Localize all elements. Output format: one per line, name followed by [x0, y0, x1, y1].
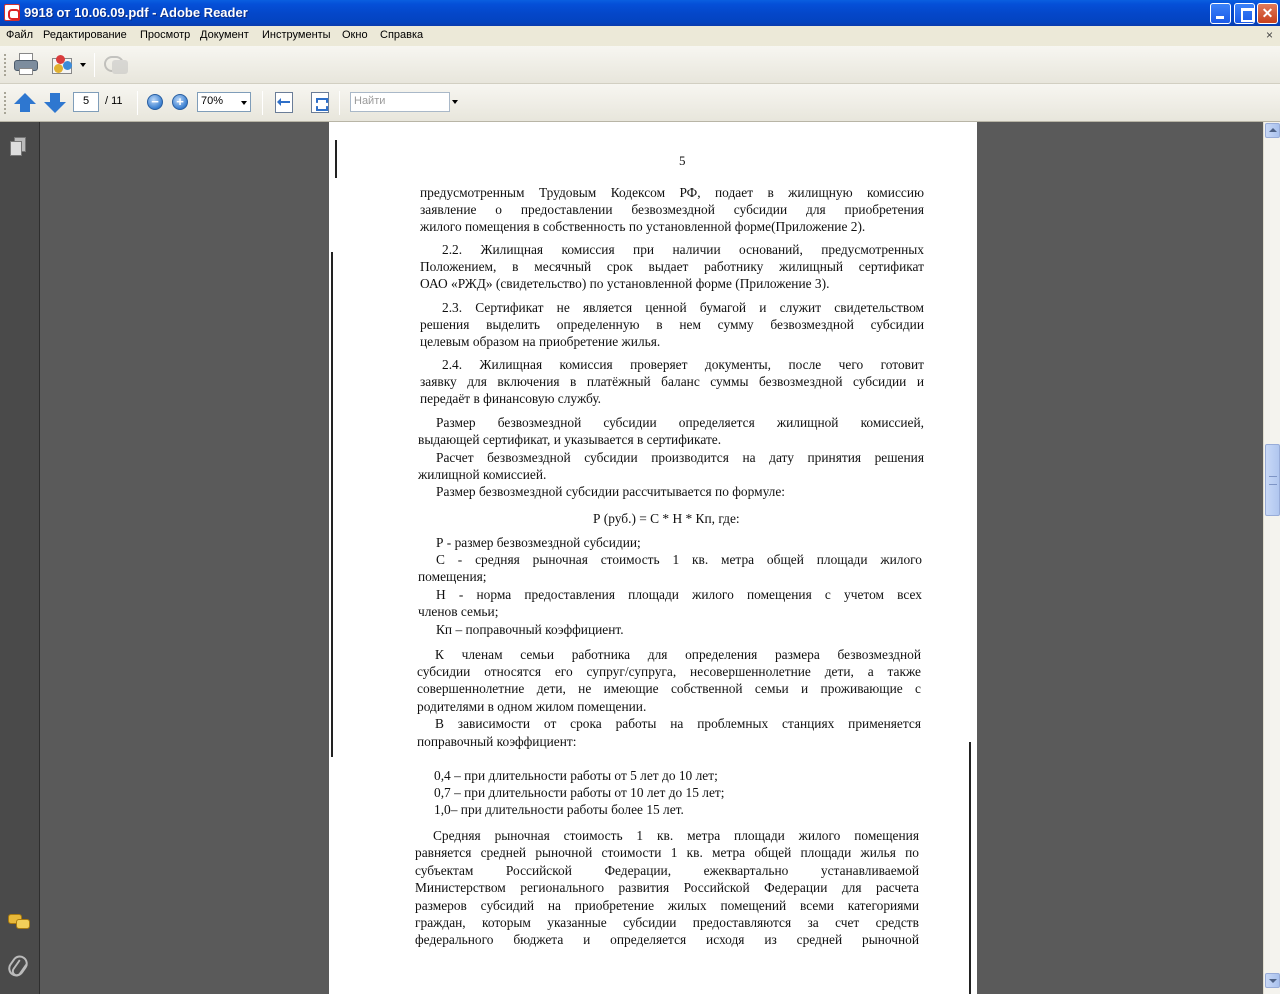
menu-file[interactable]: Файл: [6, 29, 34, 41]
definition-line: Кп – поправочный коэффициент.: [436, 622, 624, 637]
zoom-value: 70%: [201, 95, 224, 107]
toolbar-separator: [137, 91, 138, 115]
scan-border-line: [335, 140, 337, 178]
zoom-out-icon[interactable]: −: [147, 94, 163, 110]
pages-icon[interactable]: [10, 137, 28, 157]
menu-document[interactable]: Документ: [200, 29, 249, 41]
coefficient-line: 0,4 – при длительности работы от 5 лет до 10 лет;: [434, 768, 718, 783]
print-button[interactable]: [14, 52, 40, 76]
scroll-up-icon[interactable]: [1265, 123, 1280, 138]
file-toolbar: [0, 46, 1280, 84]
scroll-thumb[interactable]: [1265, 444, 1280, 516]
text-line: родителями в одном жилом помещении.: [417, 699, 647, 714]
text-line: 2.3. Сертификат не является ценной бумагой и служит свидетельством: [442, 300, 924, 315]
close-button[interactable]: ✕: [1257, 3, 1278, 24]
text-line: равняется средней рыночной стоимости 1 кв. метра общей площади жилья по: [415, 845, 919, 860]
next-page-icon[interactable]: [44, 93, 66, 113]
email-button[interactable]: [104, 52, 130, 76]
navigation-panel: [0, 122, 40, 994]
scan-border-line: [969, 742, 971, 994]
scan-border-line: [331, 252, 333, 757]
text-line: заявку для включения в платёжный баланс суммы безвозмездной субсидии и: [420, 374, 924, 389]
document-area[interactable]: [41, 122, 1263, 994]
text-line: Министерством регионального развития Российской Федерации для расчета: [415, 880, 919, 895]
menu-help[interactable]: Справка: [380, 29, 424, 41]
text-line: передаёт в финансовую службу.: [420, 391, 602, 406]
text-line: 2.4. Жилищная комиссия проверяет документы, после чего готовит: [442, 357, 924, 372]
menu-edit[interactable]: Редактирование: [43, 29, 127, 41]
text-line: совершеннолетние дети, не имеющие собственной семьи и проживающие с: [417, 681, 921, 696]
coefficient-line: 1,0– при длительности работы более 15 лет.: [434, 802, 684, 817]
menu-bar: [0, 26, 1280, 46]
toolbar-separator: [339, 91, 340, 115]
title-bar: [0, 0, 1280, 26]
definition-line: помещения;: [418, 569, 487, 584]
definition-line: Р - размер безвозмездной субсидии;: [436, 535, 641, 550]
formula: Р (руб.) = С * Н * Кп, где:: [593, 511, 740, 526]
window-title: 9918 от 10.06.09.pdf - Adobe Reader: [24, 5, 248, 20]
text-line: В зависимости от срока работы на проблемных станциях применяется: [435, 716, 921, 731]
scroll-down-icon[interactable]: [1265, 973, 1280, 988]
text-line: решения выделить определенную в нем сумму безвозмездной субсидии: [420, 317, 924, 332]
find-input[interactable]: Найти: [350, 92, 450, 112]
vertical-scrollbar[interactable]: [1263, 122, 1280, 994]
text-line: субсидии относятся его супруг/супруга, несовершеннолетние дети, а также: [417, 664, 921, 679]
coefficient-line: 0,7 – при длительности работы от 10 лет до 15 лет;: [434, 785, 725, 800]
maximize-button[interactable]: [1234, 3, 1255, 24]
previous-page-icon[interactable]: [14, 93, 36, 113]
minimize-button[interactable]: [1210, 3, 1231, 24]
collaborate-dropdown-icon[interactable]: [80, 63, 86, 67]
text-line: заявление о предоставлении безвозмездной субсидии для приобретения: [420, 202, 924, 217]
text-line: Положением, в месячный срок выдает работнику жилищный сертификат: [420, 259, 924, 274]
text-line: 2.2. Жилищная комиссия при наличии оснований, предусмотренных: [442, 242, 924, 257]
text-line: ОАО «РЖД» (свидетельство) по установленной форме (Приложение 3).: [420, 276, 830, 291]
zoom-dropdown-icon[interactable]: [241, 101, 247, 105]
definition-line: Н - норма предоставления площади жилого помещения с учетом всех: [436, 587, 922, 602]
text-line: Размер безвозмездной субсидии рассчитывается по формуле:: [436, 484, 786, 499]
zoom-in-icon[interactable]: +: [172, 94, 188, 110]
pdf-page: [329, 122, 977, 994]
collaborate-button[interactable]: [50, 52, 78, 76]
text-line: Расчет безвозмездной субсидии производится на дату принятия решения: [436, 450, 924, 465]
text-line: субъектам Российской Федерации, ежеквартально устанавливаемой: [415, 863, 919, 878]
toolbar-grip[interactable]: [4, 92, 7, 114]
toolbar-separator: [262, 91, 263, 115]
text-line: целевым образом на приобретение жилья.: [420, 334, 661, 349]
text-line: предусмотренным Трудовым Кодексом РФ, подает в жилищную комиссию: [420, 185, 924, 200]
menu-window[interactable]: Окно: [342, 29, 368, 41]
text-line: поправочный коэффициент:: [417, 734, 577, 749]
definition-line: С - средняя рыночная стоимость 1 кв. метра общей площади жилого: [436, 552, 922, 567]
text-line: размеров субсидий на приобретение жилых помещений всеми категориями: [415, 898, 919, 913]
page-number-label: 5: [679, 153, 686, 168]
find-dropdown-icon[interactable]: [452, 100, 458, 104]
navigation-toolbar: [0, 84, 1280, 122]
page-total: / 11: [105, 95, 123, 107]
definition-line: членов семьи;: [418, 604, 499, 619]
text-line: граждан, которым указанные субсидии предоставляются за счет средств: [415, 915, 919, 930]
full-screen-icon[interactable]: [311, 92, 329, 113]
text-line: Средняя рыночная стоимость 1 кв. метра площади жилого помещения: [433, 828, 919, 843]
text-line: федерального бюджета и определяется исходя из средней рыночной: [415, 932, 919, 947]
menu-tools[interactable]: Инструменты: [262, 29, 331, 41]
page-number-input[interactable]: 5: [73, 92, 99, 112]
menu-view[interactable]: Просмотр: [140, 29, 191, 41]
toolbar-separator: [94, 53, 95, 77]
text-line: К членам семьи работника для определения размера безвозмездной: [435, 647, 921, 662]
zoom-select[interactable]: [197, 92, 251, 112]
text-line: жилого помещения в собственность по установленной форме(Приложение 2).: [420, 219, 866, 234]
comments-icon[interactable]: [8, 914, 32, 932]
text-line: выдающей сертификат, и указывается в сертификате.: [418, 432, 722, 447]
text-line: жилищной комиссией.: [418, 467, 547, 482]
close-document-icon[interactable]: ×: [1266, 28, 1274, 42]
toolbar-grip[interactable]: [4, 54, 7, 76]
text-line: Размер безвозмездной субсидии определяется жилищной комиссией,: [436, 415, 924, 430]
fit-width-icon[interactable]: [275, 92, 293, 113]
adobe-reader-icon: [4, 4, 20, 21]
